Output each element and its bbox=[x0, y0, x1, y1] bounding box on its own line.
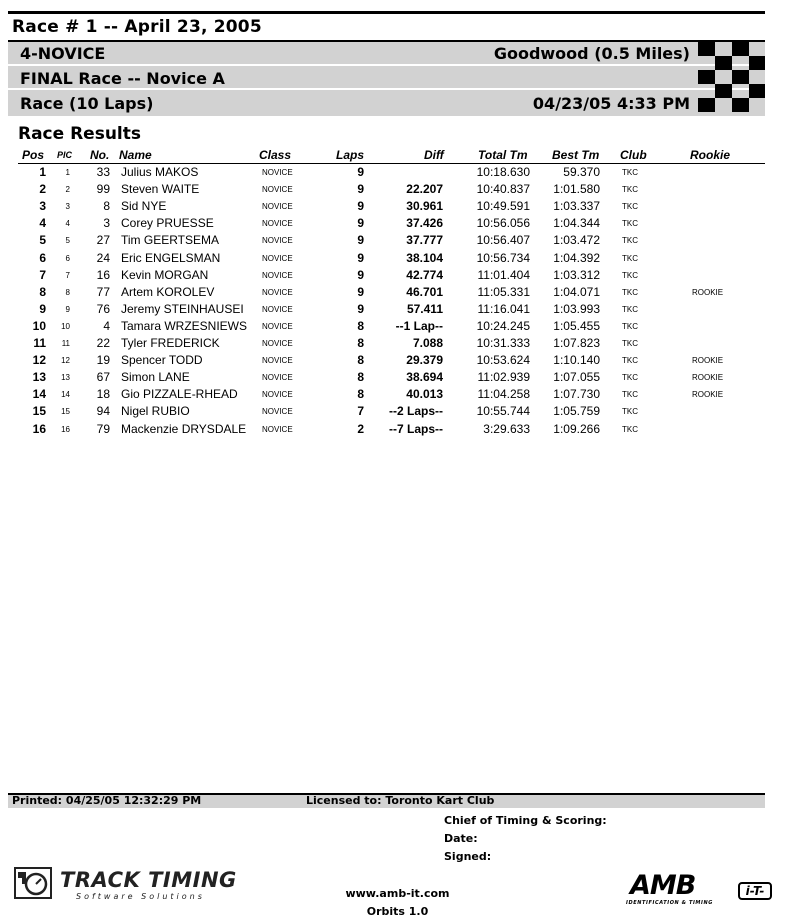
cell-diff: --2 Laps-- bbox=[389, 404, 443, 419]
cell-club: TKC bbox=[622, 390, 638, 400]
top-rule bbox=[8, 11, 765, 14]
cell-pic: 2 bbox=[65, 185, 70, 195]
cell-best: 1:04.392 bbox=[553, 250, 600, 265]
table-row bbox=[0, 181, 795, 198]
printed-timestamp: Printed: 04/25/05 12:32:29 PM bbox=[12, 794, 202, 807]
cell-pic: 13 bbox=[61, 373, 70, 383]
cell-no: 99 bbox=[96, 182, 110, 197]
section-title: Race Results bbox=[18, 124, 142, 144]
cell-total: 10:56.734 bbox=[476, 250, 530, 265]
cell-pic: 9 bbox=[65, 304, 70, 314]
cell-best: 1:03.993 bbox=[553, 301, 600, 316]
cell-name: Spencer TODD bbox=[121, 353, 203, 368]
cell-pos: 1 bbox=[39, 165, 46, 179]
cell-laps: 8 bbox=[357, 387, 364, 402]
cell-diff: 57.411 bbox=[406, 301, 443, 316]
cell-pos: 3 bbox=[39, 199, 46, 214]
cell-diff: 37.777 bbox=[406, 233, 443, 248]
cell-diff: --1 Lap-- bbox=[395, 318, 443, 333]
cell-name: Eric ENGELSMAN bbox=[121, 250, 221, 265]
cell-pos: 10 bbox=[32, 318, 46, 333]
cell-club: TKC bbox=[622, 202, 638, 212]
cell-name: Nigel RUBIO bbox=[121, 404, 190, 419]
track-name: Goodwood (0.5 Miles) bbox=[493, 44, 690, 63]
cell-best: 1:03.312 bbox=[553, 267, 600, 282]
amb-brand: AMB bbox=[630, 870, 696, 901]
cell-pos: 16 bbox=[32, 421, 46, 436]
cell-club: TKC bbox=[622, 407, 638, 417]
cell-diff: 29.379 bbox=[406, 353, 443, 368]
event-name: FINAL Race -- Novice A bbox=[20, 69, 225, 88]
cell-no: 8 bbox=[103, 199, 110, 214]
table-row bbox=[0, 421, 795, 438]
cell-no: 19 bbox=[96, 353, 110, 368]
cell-class: NOVICE bbox=[262, 219, 293, 229]
cell-class: NOVICE bbox=[262, 390, 293, 400]
cell-diff: 40.013 bbox=[406, 387, 443, 402]
cell-pic: 1 bbox=[65, 168, 70, 177]
col-diff: Diff bbox=[424, 148, 444, 162]
licensed-to: Licensed to: Toronto Kart Club bbox=[306, 794, 495, 807]
col-laps: Laps bbox=[336, 148, 365, 162]
cell-name: Tyler FREDERICK bbox=[121, 336, 220, 350]
race-header bbox=[8, 40, 765, 116]
cell-no: 76 bbox=[96, 301, 110, 316]
cell-total: 10:31.333 bbox=[476, 336, 530, 350]
cell-pic: 6 bbox=[65, 253, 70, 263]
cell-best: 1:05.455 bbox=[553, 318, 600, 333]
cell-best: 1:07.823 bbox=[553, 336, 600, 350]
cell-club: TKC bbox=[622, 287, 638, 297]
cell-laps: 9 bbox=[357, 267, 364, 282]
table-row bbox=[0, 318, 795, 335]
track-timing-logo bbox=[14, 866, 254, 906]
cell-best: 1:03.472 bbox=[553, 233, 600, 248]
cell-laps: 8 bbox=[357, 370, 364, 385]
cell-total: 10:40.837 bbox=[476, 182, 530, 197]
cell-name: Corey PRUESSE bbox=[121, 216, 214, 231]
cell-laps: 9 bbox=[357, 182, 364, 197]
table-row bbox=[0, 250, 795, 267]
cell-pos: 14 bbox=[32, 387, 46, 402]
cell-rookie: ROOKIE bbox=[692, 373, 724, 383]
cell-total: 10:49.591 bbox=[476, 199, 530, 214]
cell-rookie: ROOKIE bbox=[692, 390, 724, 400]
cell-no: 79 bbox=[96, 421, 110, 436]
cell-no: 33 bbox=[96, 165, 110, 179]
cell-diff: --7 Laps-- bbox=[389, 421, 443, 436]
cell-pos: 11 bbox=[33, 336, 46, 350]
table-row bbox=[0, 164, 795, 181]
race-laps: Race (10 Laps) bbox=[20, 94, 154, 113]
cell-pic: 7 bbox=[65, 270, 70, 280]
cell-best: 1:07.730 bbox=[553, 387, 600, 402]
cell-pos: 9 bbox=[39, 301, 46, 316]
cell-laps: 8 bbox=[357, 336, 364, 350]
col-pic: PIC bbox=[57, 150, 73, 160]
race-datetime: 04/23/05 4:33 PM bbox=[532, 94, 690, 113]
table-row bbox=[0, 386, 795, 403]
cell-laps: 2 bbox=[357, 421, 364, 436]
cell-pos: 2 bbox=[39, 182, 46, 197]
cell-laps: 9 bbox=[357, 233, 364, 248]
table-row bbox=[0, 301, 795, 318]
cell-pic: 4 bbox=[65, 219, 70, 229]
cell-class: NOVICE bbox=[262, 253, 293, 263]
amb-subtitle: IDENTIFICATION & TIMING bbox=[626, 900, 713, 906]
cell-total: 10:55.744 bbox=[476, 404, 530, 419]
cell-best: 1:04.071 bbox=[553, 284, 600, 299]
cell-no: 27 bbox=[96, 233, 110, 248]
cell-class: NOVICE bbox=[262, 321, 293, 331]
cell-name: Mackenzie DRYSDALE bbox=[121, 421, 247, 436]
cell-total: 11:16.041 bbox=[477, 301, 530, 316]
cell-total: 10:53.624 bbox=[476, 353, 530, 368]
cell-total: 10:56.056 bbox=[476, 216, 530, 231]
cell-name: Jeremy STEINHAUSEI bbox=[121, 301, 244, 316]
amb-logo bbox=[622, 870, 772, 910]
cell-class: NOVICE bbox=[262, 424, 293, 434]
cell-pic: 8 bbox=[65, 287, 70, 297]
cell-pos: 7 bbox=[39, 267, 46, 282]
cell-no: 16 bbox=[96, 267, 110, 282]
cell-diff: 38.104 bbox=[406, 250, 443, 265]
cell-club: TKC bbox=[622, 236, 638, 246]
cell-club: TKC bbox=[622, 321, 638, 331]
cell-diff: 38.694 bbox=[406, 370, 443, 385]
cell-club: TKC bbox=[622, 339, 638, 348]
cell-best: 1:04.344 bbox=[553, 216, 600, 231]
cell-club: TKC bbox=[622, 373, 638, 383]
cell-laps: 9 bbox=[357, 216, 364, 231]
cell-best: 1:01.580 bbox=[553, 182, 600, 197]
cell-pos: 6 bbox=[39, 250, 46, 265]
table-row bbox=[0, 369, 795, 386]
cell-name: Kevin MORGAN bbox=[121, 267, 209, 282]
cell-laps: 9 bbox=[357, 165, 364, 179]
checkered-flag-icon bbox=[698, 42, 765, 116]
cell-class: NOVICE bbox=[262, 185, 293, 195]
cell-no: 3 bbox=[103, 216, 110, 231]
cell-laps: 9 bbox=[357, 199, 364, 214]
table-row bbox=[0, 352, 795, 369]
cell-total: 11:04.258 bbox=[477, 387, 530, 402]
cell-class: NOVICE bbox=[262, 339, 293, 348]
cell-class: NOVICE bbox=[262, 236, 293, 246]
cell-best: 1:07.055 bbox=[553, 370, 600, 385]
col-club: Club bbox=[620, 148, 647, 162]
table-row bbox=[0, 284, 795, 301]
cell-pic: 3 bbox=[65, 202, 70, 212]
cell-diff: 37.426 bbox=[406, 216, 443, 231]
amb-it-badge: i-T- bbox=[738, 882, 772, 900]
cell-rookie: ROOKIE bbox=[692, 287, 724, 297]
cell-name: Artem KOROLEV bbox=[121, 284, 215, 299]
race-title: Race # 1 -- April 23, 2005 bbox=[12, 17, 262, 37]
amb-url: www.amb-it.com bbox=[345, 887, 450, 900]
class-name: 4-NOVICE bbox=[20, 44, 106, 63]
cell-class: NOVICE bbox=[262, 168, 293, 177]
cell-pic: 11 bbox=[61, 339, 70, 348]
cell-total: 10:24.245 bbox=[476, 318, 530, 333]
col-rookie: Rookie bbox=[690, 148, 731, 162]
cell-total: 11:02.939 bbox=[477, 370, 530, 385]
cell-diff: 46.701 bbox=[406, 284, 443, 299]
cell-no: 67 bbox=[96, 370, 110, 385]
col-name: Name bbox=[119, 148, 152, 162]
cell-pos: 13 bbox=[32, 370, 46, 385]
cell-name: Steven WAITE bbox=[121, 182, 200, 197]
cell-club: TKC bbox=[622, 219, 638, 229]
signed-label: Signed: bbox=[444, 850, 492, 863]
cell-no: 18 bbox=[96, 387, 110, 402]
table-row bbox=[0, 403, 795, 420]
cell-club: TKC bbox=[622, 270, 638, 280]
cell-name: Sid NYE bbox=[121, 199, 167, 214]
date-label: Date: bbox=[444, 832, 478, 845]
cell-class: NOVICE bbox=[262, 304, 293, 314]
cell-name: Simon LANE bbox=[121, 370, 190, 385]
cell-laps: 8 bbox=[357, 318, 364, 333]
cell-no: 77 bbox=[96, 284, 110, 299]
cell-no: 4 bbox=[103, 318, 110, 333]
software-version: Orbits 1.0 bbox=[366, 905, 429, 918]
cell-class: NOVICE bbox=[262, 287, 293, 297]
col-class: Class bbox=[259, 148, 292, 162]
cell-class: NOVICE bbox=[262, 202, 293, 212]
cell-diff: 42.774 bbox=[406, 267, 443, 282]
cell-laps: 7 bbox=[357, 404, 364, 419]
cell-club: TKC bbox=[622, 253, 638, 263]
track-timing-subtitle: Software Solutions bbox=[76, 892, 205, 901]
cell-pos: 8 bbox=[39, 284, 46, 299]
cell-pic: 5 bbox=[65, 236, 70, 246]
cell-name: Tamara WRZESNIEWS bbox=[121, 318, 248, 333]
cell-class: NOVICE bbox=[262, 356, 293, 366]
cell-pos: 4 bbox=[39, 216, 46, 231]
chief-of-timing-label: Chief of Timing & Scoring: bbox=[444, 814, 607, 827]
cell-diff: 30.961 bbox=[406, 199, 443, 214]
col-best: Best Tm bbox=[552, 148, 600, 162]
cell-club: TKC bbox=[622, 185, 638, 195]
cell-club: TKC bbox=[622, 424, 638, 434]
cell-class: NOVICE bbox=[262, 373, 293, 383]
cell-laps: 9 bbox=[357, 301, 364, 316]
table-row bbox=[0, 267, 795, 284]
table-row bbox=[0, 215, 795, 232]
col-total: Total Tm bbox=[478, 148, 528, 162]
cell-pic: 15 bbox=[61, 407, 70, 417]
cell-total: 11:05.331 bbox=[477, 284, 530, 299]
cell-total: 11:01.404 bbox=[477, 267, 530, 282]
cell-total: 3:29.633 bbox=[483, 421, 530, 436]
cell-no: 94 bbox=[96, 404, 110, 419]
cell-pos: 15 bbox=[32, 404, 46, 419]
cell-name: Julius MAKOS bbox=[121, 165, 199, 179]
cell-pos: 12 bbox=[32, 353, 46, 368]
cell-laps: 9 bbox=[357, 284, 364, 299]
cell-club: TKC bbox=[622, 356, 638, 366]
cell-name: Tim GEERTSEMA bbox=[121, 233, 220, 248]
cell-pos: 5 bbox=[39, 233, 46, 248]
cell-diff: 22.207 bbox=[406, 182, 443, 197]
cell-pic: 14 bbox=[61, 390, 70, 400]
cell-pic: 12 bbox=[61, 356, 70, 366]
cell-best: 1:03.337 bbox=[553, 199, 600, 214]
cell-total: 10:56.407 bbox=[476, 233, 530, 248]
cell-name: Gio PIZZALE-RHEAD bbox=[121, 387, 238, 402]
cell-best: 1:09.266 bbox=[553, 421, 600, 436]
cell-laps: 9 bbox=[357, 250, 364, 265]
cell-class: NOVICE bbox=[262, 270, 293, 280]
cell-class: NOVICE bbox=[262, 407, 293, 417]
cell-diff: 7.088 bbox=[412, 336, 443, 350]
table-row bbox=[0, 198, 795, 215]
col-no: No. bbox=[90, 148, 110, 162]
col-pos: Pos bbox=[22, 148, 45, 162]
cell-club: TKC bbox=[622, 304, 638, 314]
cell-best: 1:10.140 bbox=[553, 353, 600, 368]
cell-best: 59.370 bbox=[563, 165, 600, 179]
table-row bbox=[0, 335, 795, 352]
cell-club: TKC bbox=[622, 168, 638, 177]
cell-best: 1:05.759 bbox=[553, 404, 600, 419]
table-row bbox=[0, 232, 795, 249]
cell-total: 10:18.630 bbox=[476, 165, 530, 179]
cell-no: 24 bbox=[96, 250, 110, 265]
track-timing-title: TRACK TIMING bbox=[60, 868, 237, 892]
cell-pic: 10 bbox=[61, 321, 70, 331]
cell-no: 22 bbox=[96, 336, 110, 350]
cell-pic: 16 bbox=[61, 424, 70, 434]
cell-laps: 8 bbox=[357, 353, 364, 368]
cell-rookie: ROOKIE bbox=[692, 356, 724, 366]
